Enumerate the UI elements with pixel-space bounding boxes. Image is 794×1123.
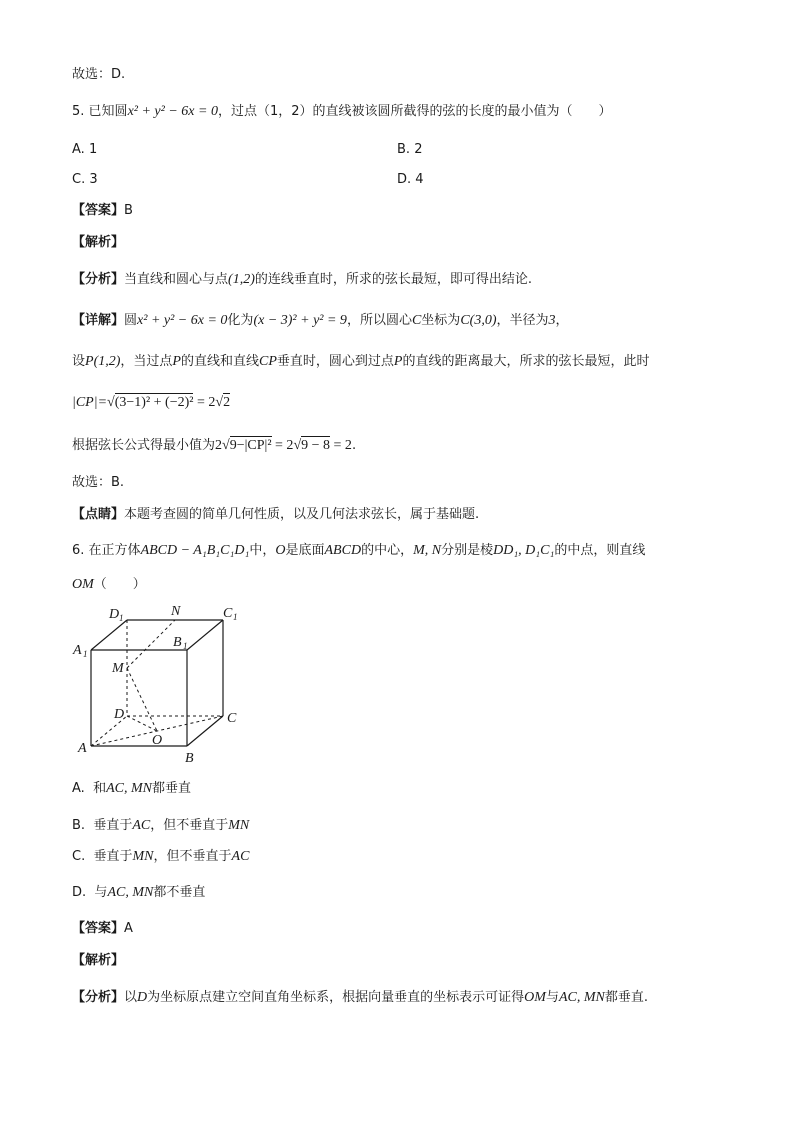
analysis-tag xyxy=(72,234,124,252)
text: 的直线的距离最大，所求的弦长最短，此时 xyxy=(402,354,650,369)
detail-text: ，半径为 xyxy=(496,313,549,328)
option-label: B. xyxy=(72,818,86,833)
var-math: OM xyxy=(72,577,94,592)
option-b xyxy=(397,141,422,159)
detail-text: ， xyxy=(555,313,569,328)
point-math: (1,2) xyxy=(228,272,255,287)
chord-formula-line: 根据弦长公式得最小值为2√9−|CP|² = 2√9 − 8 = 2. xyxy=(72,438,357,453)
question-5-stem xyxy=(72,103,612,121)
base-math: ABCD xyxy=(324,543,362,558)
option-value: 1 xyxy=(88,142,98,157)
option-math: MN xyxy=(132,849,154,864)
q6-option-c xyxy=(72,848,249,866)
coef: 2 xyxy=(215,438,223,453)
set-point-line xyxy=(72,353,649,371)
option-math: AC, MN xyxy=(107,885,154,900)
text: 设 xyxy=(72,354,86,369)
label-o: O xyxy=(152,733,163,748)
label-d: D xyxy=(114,707,125,722)
option-c xyxy=(72,171,98,189)
option-label: D. xyxy=(397,172,412,187)
question-6-stem xyxy=(72,542,645,560)
detail-line xyxy=(72,312,569,330)
option-math: AC xyxy=(132,818,151,833)
stem-text: 的中点，则直线 xyxy=(554,543,646,558)
point-math: P(1,2) xyxy=(85,354,121,369)
analysis-label: 【解析】 xyxy=(72,953,125,968)
option-text: 和 xyxy=(93,781,107,796)
edge-b1c1 xyxy=(187,620,223,650)
label-b1: B xyxy=(173,635,182,650)
option-value: 2 xyxy=(414,142,423,157)
option-label: C. xyxy=(72,849,86,864)
cp-radicand: (3−1)² + (−2)² xyxy=(114,395,194,410)
text: . xyxy=(351,438,357,453)
fenxi-text: 当直线和圆心与点 xyxy=(124,272,229,287)
var-math: C xyxy=(411,313,422,328)
label-d1: D xyxy=(109,607,120,622)
answer-tag: 【答案】 xyxy=(72,203,125,218)
stem-text: （ ） xyxy=(93,577,146,592)
option-text: 与 xyxy=(94,885,108,900)
comment-tag: 【点睛】 xyxy=(72,507,125,522)
answer-value: A xyxy=(124,921,133,936)
option-label: A. xyxy=(72,142,85,157)
text: 的直线和直线 xyxy=(180,354,259,369)
answer-line xyxy=(72,202,133,220)
previous-answer: 故选：D. xyxy=(72,67,126,82)
detail-tag: 【详解】 xyxy=(72,313,125,328)
text: 根据弦长公式得最小值为 xyxy=(72,438,216,453)
equation-math: x² + y² − 6x = 0 xyxy=(137,313,228,328)
detail-text: 圆 xyxy=(124,313,138,328)
detail-text: 化为 xyxy=(227,313,254,328)
label-a1: A xyxy=(73,643,82,658)
var-math: P xyxy=(172,354,181,369)
option-label: A. xyxy=(72,781,85,796)
var-math: OM xyxy=(524,990,546,1005)
cp-lhs: |CP|= xyxy=(72,395,108,410)
label-m: M xyxy=(112,661,124,676)
segment-do xyxy=(127,716,157,731)
fenxi-text: 为坐标原点建立空间直角坐标系，根据向量垂直的坐标表示可证得 xyxy=(147,990,525,1005)
answer-tag: 【答案】 xyxy=(72,921,125,936)
option-text: 都垂直 xyxy=(151,781,191,796)
var-math: M, N xyxy=(413,543,442,558)
comment-line xyxy=(72,506,479,524)
label-sub: 1 xyxy=(183,641,188,651)
fenxi-text: 与 xyxy=(545,990,559,1005)
question-number: 5. xyxy=(72,104,85,119)
option-label: C. xyxy=(72,172,86,187)
option-math: AC, MN xyxy=(106,781,152,796)
fenxi-line xyxy=(72,271,532,289)
stem-text: 的中心， xyxy=(361,543,414,558)
fenxi-tag: 【分析】 xyxy=(72,990,125,1005)
label-sub: 1 xyxy=(119,613,124,623)
fenxi-text: 都垂直. xyxy=(604,990,648,1005)
comment-text: 本题考查圆的简单几何性质，以及几何法求弦长，属于基础题. xyxy=(124,507,480,522)
result: = 2 xyxy=(333,438,352,453)
segment-mn xyxy=(127,620,175,668)
cp-length-formula: |CP|=√(3−1)² + (−2)² = 2√2 xyxy=(72,395,231,410)
q6-analysis-tag xyxy=(72,952,124,970)
segment-om xyxy=(127,668,157,731)
var-math: AC, MN xyxy=(558,990,605,1005)
option-text: ，但不垂直于 xyxy=(153,849,232,864)
option-text: 垂直于 xyxy=(93,818,133,833)
option-text: ，但不垂直于 xyxy=(150,818,229,833)
q6-option-d xyxy=(72,884,205,902)
stem-text: 已知圆 xyxy=(88,104,128,119)
q6-fenxi-line xyxy=(72,989,648,1007)
stem-text: 是底面 xyxy=(285,543,325,558)
stem-text: 中， xyxy=(249,543,276,558)
stem-text: ，过点（1，2）的直线被该圆所截得的弦的长度的最小值为（ ） xyxy=(217,104,612,119)
option-math: MN xyxy=(228,818,250,833)
option-label: B. xyxy=(397,142,411,157)
q6-answer-line xyxy=(72,920,133,938)
circle-equation: x² + y² − 6x = 0 xyxy=(127,104,218,119)
eq: = 2 xyxy=(275,438,294,453)
conclusion: 故选：B. xyxy=(72,475,125,490)
radicand: 9 − 8 xyxy=(301,438,331,453)
edges-math: DD₁, D₁C₁ xyxy=(493,543,555,558)
label-sub: 1 xyxy=(233,612,238,622)
fenxi-tag: 【分析】 xyxy=(72,272,125,287)
label-n: N xyxy=(171,604,181,619)
var-math: CP xyxy=(259,354,277,369)
text: ，当过点 xyxy=(120,354,173,369)
equation-math: (x − 3)² + y² = 9 xyxy=(253,313,347,328)
center-math: C(3,0) xyxy=(460,313,497,328)
answer-value: B xyxy=(124,203,133,218)
analysis-label: 【解析】 xyxy=(72,235,125,250)
cp-rhs-radicand: 2 xyxy=(223,395,231,410)
stem-text: 分别是棱 xyxy=(441,543,494,558)
detail-text: 坐标为 xyxy=(421,313,461,328)
option-value: 4 xyxy=(415,172,424,187)
detail-text: ，所以圆心 xyxy=(346,313,412,328)
cube-figure xyxy=(72,598,252,768)
var-math: O xyxy=(275,543,286,558)
cube-math: ABCD − A₁B₁C₁D₁ xyxy=(140,543,250,558)
label-c1: C xyxy=(223,606,233,621)
option-value: 3 xyxy=(89,172,98,187)
q6-option-a xyxy=(72,780,191,798)
stem-text: 在正方体 xyxy=(88,543,141,558)
cp-rhs: = 2 xyxy=(196,395,216,410)
option-text: 垂直于 xyxy=(93,849,133,864)
radius-math: 3 xyxy=(548,313,556,328)
var-math: P xyxy=(393,354,403,369)
label-a: A xyxy=(78,741,87,756)
label-sub: 1 xyxy=(83,649,88,659)
option-text: 都不垂直 xyxy=(153,885,206,900)
text: 垂直时，圆心到过点 xyxy=(276,354,394,369)
option-label: D. xyxy=(72,885,87,900)
label-b: B xyxy=(185,751,194,766)
var-math: D xyxy=(137,990,148,1005)
fenxi-text: 以 xyxy=(124,990,138,1005)
edge-a1d1 xyxy=(91,620,127,650)
q6-option-b xyxy=(72,817,249,835)
option-a xyxy=(72,141,97,159)
option-d xyxy=(397,171,424,189)
question-6-stem-cont xyxy=(72,576,146,594)
fenxi-text: 的连线垂直时，所求的弦长最短，即可得出结论. xyxy=(254,272,532,287)
radicand: 9−|CP|² xyxy=(229,438,272,453)
option-math: AC xyxy=(231,849,250,864)
question-number: 6. xyxy=(72,543,85,558)
label-c: C xyxy=(227,711,237,726)
